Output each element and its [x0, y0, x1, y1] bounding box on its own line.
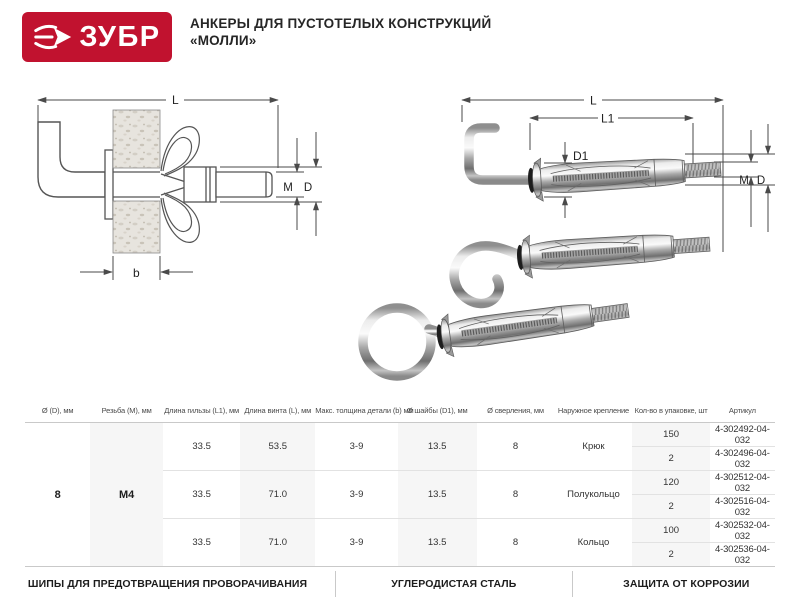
dim-label-L: L	[590, 93, 597, 108]
cell-sku: 4-302532-04-032	[710, 519, 775, 543]
dim-label-D: D	[756, 175, 766, 187]
cell-thickness: 3-9	[315, 471, 398, 519]
cell-thickness: 3-9	[315, 519, 398, 567]
col-header-thickness: Макс. толщина детали (b) мм	[315, 400, 398, 423]
feature-anti-rotation: ШИПЫ ДЛЯ ПРЕДОТВРАЩЕНИЯ ПРОВОРАЧИВАНИЯ	[27, 577, 308, 590]
page-title	[190, 16, 491, 49]
cell-sku: 4-302536-04-032	[710, 543, 775, 567]
table-row	[25, 423, 775, 447]
col-header-screw-length: Длина винта (L), мм	[240, 400, 315, 423]
cell-drill: 8	[477, 471, 555, 519]
installation-diagram	[20, 80, 340, 305]
anchor-halfring	[454, 223, 711, 304]
cell-washer: 13.5	[398, 423, 477, 471]
cell-mount: Крюк	[582, 441, 605, 452]
dim-label-b: b	[133, 266, 140, 280]
col-header-mount: Наружное крепление	[554, 400, 632, 423]
cell-mount: Полукольцо	[554, 471, 632, 519]
cell-sleeve-length: 33.5	[192, 441, 211, 452]
product-variants-illustration	[340, 80, 800, 400]
cell-washer: 13.5	[398, 519, 477, 567]
dim-label-L: L	[172, 93, 179, 107]
table-header-row	[25, 400, 775, 423]
cell-washer: 13.5	[398, 471, 477, 519]
features-bar	[0, 567, 800, 600]
cell-sleeve-length: 33.5	[163, 471, 240, 519]
dim-label-M: M	[283, 182, 293, 194]
cell-mount: Кольцо	[554, 519, 632, 567]
page-title-line1: АНКЕРЫ ДЛЯ ПУСТОТЕЛЫХ КОНСТРУКЦИЙ	[190, 16, 492, 31]
cell-thickness: 3-9	[349, 441, 364, 452]
logo-wordmark: ЗУБР	[79, 20, 161, 53]
col-header-sleeve-length: Длина гильзы (L1), мм	[163, 400, 240, 423]
dim-label-L1: L1	[601, 111, 615, 126]
feature-carbon-steel: УГЛЕРОДИСТАЯ СТАЛЬ	[391, 577, 517, 590]
zubr-arrow-icon	[33, 21, 73, 53]
spec-table	[25, 400, 775, 567]
col-header-diameter: Ø (D), мм	[25, 400, 90, 423]
cell-screw-length: 71.0	[240, 519, 315, 567]
cell-sleeve-length: 33.5	[163, 519, 240, 567]
dim-label-D1: D1	[573, 149, 589, 163]
sleeve-and-screw	[184, 167, 272, 202]
cell-sku: 4-302492-04-032	[715, 423, 770, 446]
cell-pack-qty: 150	[632, 423, 709, 447]
cell-sku: 4-302516-04-032	[710, 495, 775, 519]
hook-outline	[38, 122, 105, 197]
cell-screw-length: 53.5	[240, 423, 315, 471]
dim-label-M: M	[739, 175, 749, 187]
wall-section	[113, 110, 160, 253]
cell-drill: 8	[512, 441, 519, 452]
col-header-pack-qty: Кол-во в упаковке, шт	[632, 400, 709, 423]
cell-pack-qty: 2	[632, 543, 709, 567]
cell-sku: 4-302496-04-032	[710, 447, 775, 471]
cell-diameter: 8	[54, 488, 61, 501]
cell-pack-qty: 100	[632, 519, 709, 543]
zubr-logo	[22, 12, 172, 62]
cell-thread: М4	[90, 423, 163, 567]
col-header-drill: Ø сверления, мм	[477, 400, 555, 423]
feature-corrosion-protection: ЗАЩИТА ОТ КОРРОЗИИ	[623, 577, 750, 590]
cell-sku: 4-302512-04-032	[710, 471, 775, 495]
cell-screw-length: 71.0	[240, 471, 315, 519]
dim-label-D: D	[303, 182, 313, 194]
cell-pack-qty: 2	[632, 495, 709, 519]
page-title-line2: «МОЛЛИ»	[190, 32, 257, 48]
col-header-sku: Артикул	[710, 400, 775, 423]
cell-drill: 8	[477, 519, 555, 567]
cell-pack-qty: 2	[632, 447, 709, 471]
anchor-hook	[469, 128, 722, 202]
cell-pack-qty: 120	[632, 471, 709, 495]
col-header-thread: Резьба (М), мм	[90, 400, 163, 423]
col-header-washer: Ø шайбы (D1), мм	[398, 400, 477, 423]
